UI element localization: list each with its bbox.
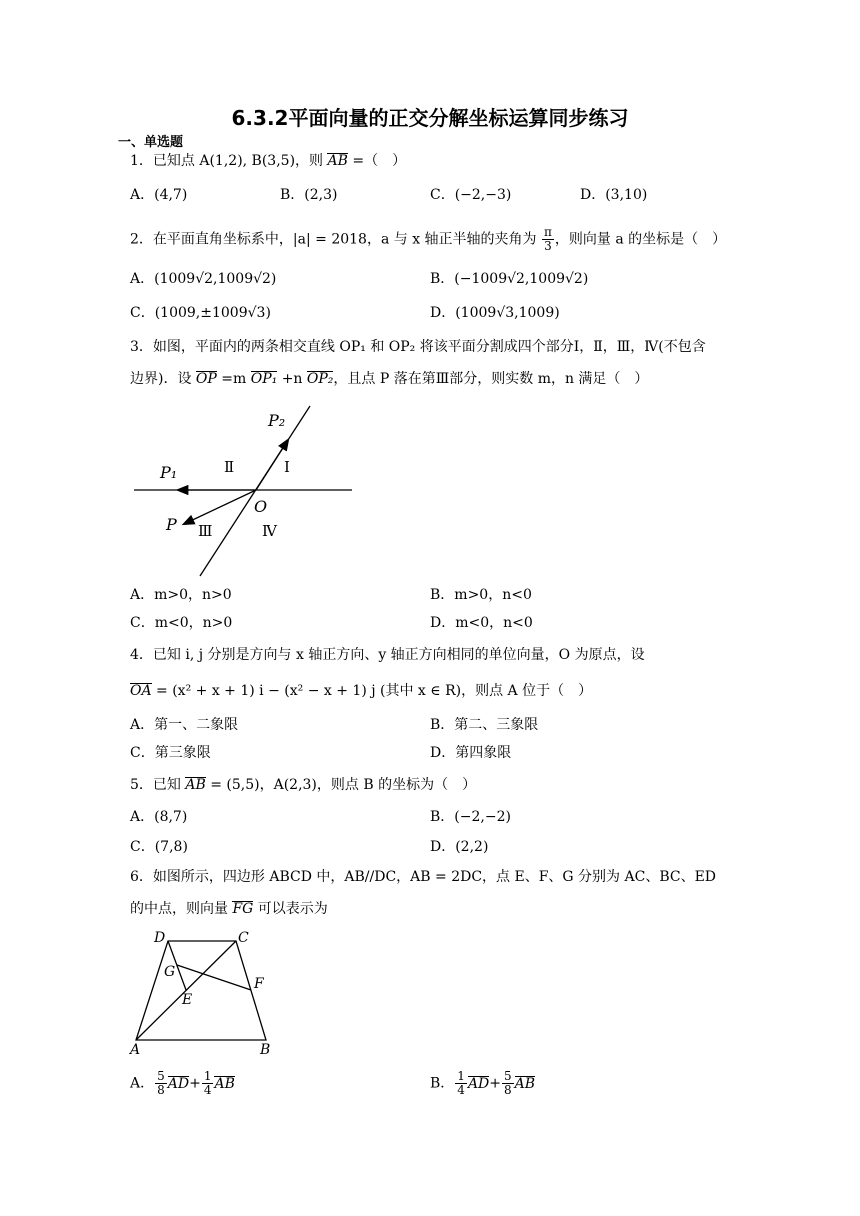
label-p1: P₁ — [160, 463, 178, 482]
quadrilateral-abcd — [136, 941, 266, 1040]
question-4-option-d: D．第四象限 — [430, 745, 512, 761]
question-3-option-c: C．m<0，n>0 — [130, 615, 233, 631]
question-6-option-a: A． $\frac{5}{8}$ AD+ $\frac{1}{4}$ AB — [130, 1069, 235, 1097]
question-3-option-a: A．m>0，n>0 — [130, 587, 232, 603]
label-region-3: Ⅲ — [198, 522, 213, 540]
label-region-4: Ⅳ — [262, 522, 277, 540]
question-3-stem-line1: 3．如图，平面内的两条相交直线 OP₁ 和 OP₂ 将该平面分割成四个部分Ⅰ，Ⅱ，Ⅲ，Ⅳ(不包含 — [130, 339, 706, 355]
label-p2: P₂ — [268, 411, 286, 430]
label-b: B — [260, 1042, 271, 1056]
question-4-stem-line1: 4．已知 i, j 分别是方向与 x 轴正方向、y 轴正方向相同的单位向量，O 为原点，设 — [130, 647, 645, 663]
question-4-option-c: C．第三象限 — [130, 745, 211, 761]
label-region-2: Ⅱ — [224, 458, 235, 476]
question-1-option-b: B．(2,3) — [280, 187, 338, 203]
question-3-stem-line2: 边界)．设 OP =m OP₁ +n OP₂，且点 P 落在第Ⅲ部分，则实数 m，n 满足（ ） — [130, 371, 649, 387]
question-6-option-b: B． $\frac{1}{4}$ AD+ $\frac{5}{8}$ AB — [430, 1069, 536, 1097]
question-1-option-d: D．(3,10) — [580, 187, 648, 203]
question-3-option-b: B．m>0，n<0 — [430, 587, 532, 603]
label-c: C — [238, 930, 249, 946]
question-4-stem-line2: OA = (x² + x + 1) i − (x² − x + 1) j (其中 x ∈ R)，则点 A 位于（ ） — [130, 683, 593, 699]
label-p: P — [166, 515, 177, 534]
question-6-stem-line2: 的中点，则向量 FG 可以表示为 — [130, 901, 328, 917]
question-2-stem: 2．在平面直角坐标系中，|a| = 2018，a 与 x 轴正半轴的夹角为 $\frac{\pi}{3}$ ，则向量 a 的坐标是（ ） — [130, 225, 727, 253]
section-heading: 一、单选题 — [118, 135, 184, 150]
label-f: F — [254, 976, 264, 992]
question-5-option-b: B．(−2,−2) — [430, 809, 511, 825]
label-g: G — [164, 964, 176, 980]
page-title: 6.3.2平面向量的正交分解坐标运算同步练习 — [231, 106, 629, 130]
label-d: D — [154, 930, 166, 946]
question-5-option-a: A．(8,7) — [130, 809, 188, 825]
question-2-option-a: A．(1009√2,1009√2) — [130, 271, 277, 287]
question-5-option-d: D．(2,2) — [430, 839, 489, 855]
question-5-option-c: C．(7,8) — [130, 839, 188, 855]
label-region-1: Ⅰ — [284, 458, 290, 476]
label-a: A — [130, 1042, 141, 1056]
question-2-option-c: C．(1009,±1009√3) — [130, 305, 271, 321]
diagonal-ac — [136, 941, 236, 1040]
segment-gf — [177, 965, 251, 990]
question-4-option-b: B．第二、三象限 — [430, 717, 539, 733]
question-1-option-c: C．(−2,−3) — [430, 187, 512, 203]
question-4-option-a: A．第一、二象限 — [130, 717, 239, 733]
question-3-option-d: D．m<0，n<0 — [430, 615, 533, 631]
question-2-option-d: D．(1009√3,1009) — [430, 305, 560, 321]
question-3-figure — [128, 398, 358, 580]
question-1-stem: 1．已知点 A(1,2), B(3,5)，则 AB =（ ） — [130, 153, 407, 169]
question-1-option-a: A．(4,7) — [130, 187, 188, 203]
label-e: E — [182, 992, 193, 1008]
question-5-stem: 5．已知 AB = (5,5)，A(2,3)，则点 B 的坐标为（ ） — [130, 777, 477, 793]
question-6-stem-line1: 6．如图所示，四边形 ABCD 中，AB//DC，AB = 2DC，点 E、F、G 分别为 AC、BC、ED — [130, 869, 717, 885]
label-o: O — [254, 497, 268, 516]
question-6-figure — [126, 926, 286, 1056]
question-2-option-b: B．(−1009√2,1009√2) — [430, 271, 589, 287]
